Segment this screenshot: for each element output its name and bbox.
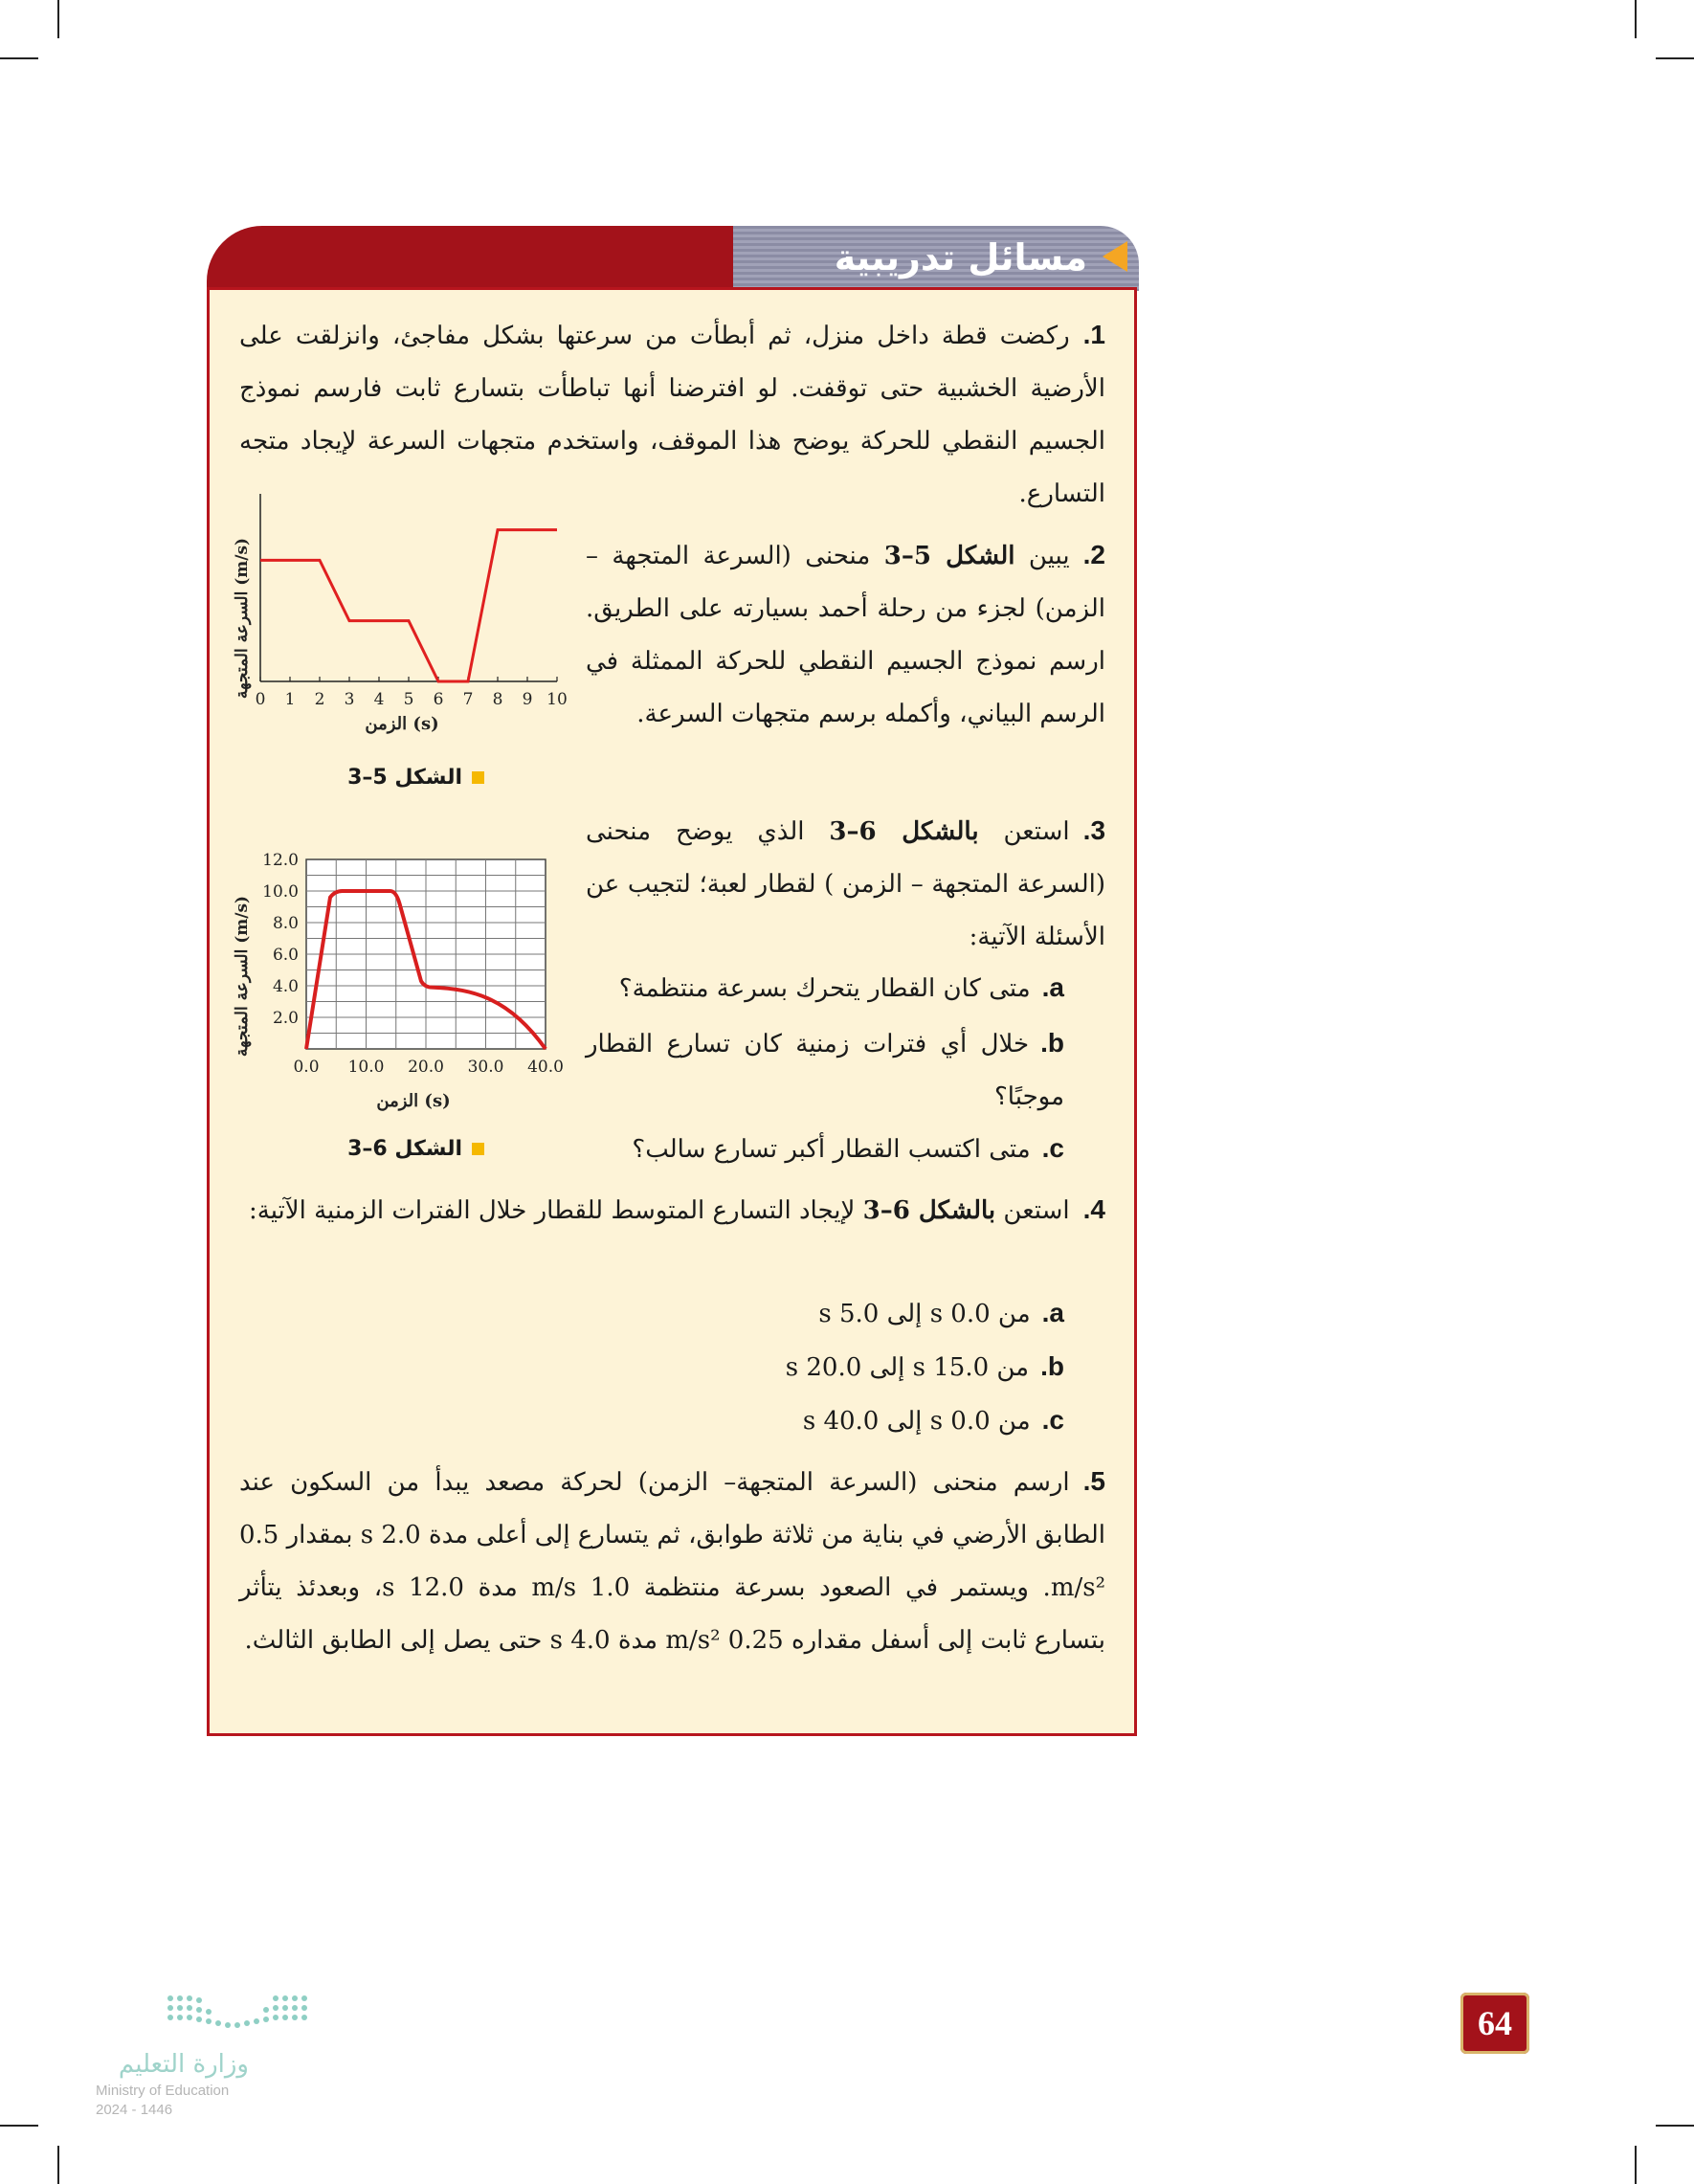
problem-number: 3. (1082, 815, 1106, 845)
crop-mark (1656, 57, 1694, 59)
ministry-dots-icon (165, 1991, 318, 2039)
series-line (260, 530, 557, 681)
sub-text: من 15.0 s إلى 20.0 s (785, 1353, 1030, 1382)
problem-text: منحنى (السرعة المتجهة –الزمن) لجزء من رحلة أحمد بسيارته على الطريق. ارسم نموذج الجسيم النقطي للحركة الممثلة في الرسم البياني، وأكمله برسم متجهات السرعة. (586, 542, 1105, 728)
y-tick-label: 6.0 (272, 946, 299, 965)
ministry-name-en: Ministry of Education (96, 2083, 230, 2099)
ministry-year: 2024 - 1446 (96, 2102, 173, 2118)
sub-label: b. (1040, 1028, 1064, 1058)
sub-question (670, 1340, 1064, 1394)
y-tick-label: 4.0 (272, 977, 299, 996)
x-tick-label: 10.0 (347, 1058, 385, 1077)
x-tick-label: 10 (546, 690, 568, 709)
problem-number: 1. (1082, 320, 1105, 349)
sub-text: من 0.0 s إلى 40.0 s (802, 1407, 1031, 1436)
problem-text: لإيجاد التسارع المتوسط للقطار خلال الفترات الزمنية الآتية: (249, 1196, 863, 1225)
x-tick-label: 9 (522, 690, 533, 709)
x-tick-label: 40.0 (527, 1058, 564, 1077)
x-tick-label: 4 (373, 690, 385, 709)
x-tick-label: 8 (492, 690, 503, 709)
page-number: 64 (1460, 1993, 1529, 2054)
caption-marker-icon (472, 771, 484, 784)
x-tick-label: 2 (314, 690, 325, 709)
y-tick-label: 8.0 (272, 914, 299, 933)
problem-3 (586, 804, 1105, 964)
crop-mark (0, 57, 38, 59)
problem-2 (586, 528, 1105, 741)
crop-mark (1635, 2146, 1637, 2184)
ministry-logo (96, 1991, 325, 2125)
y-axis-label: السرعة المتجهة (m/s) (233, 895, 252, 1058)
sub-question (670, 1393, 1064, 1448)
x-tick-label: 20.0 (408, 1058, 444, 1077)
problem-4 (239, 1183, 1105, 1237)
y-tick-label: 10.0 (262, 882, 299, 902)
crop-mark (57, 2146, 59, 2184)
figure-5-3-chart (226, 475, 580, 752)
x-axis-label: الزمن (s) (365, 714, 439, 734)
x-tick-label: 5 (403, 690, 414, 709)
problem-number: 2. (1082, 540, 1105, 569)
crop-mark (1635, 0, 1637, 38)
x-tick-label: 3 (344, 690, 355, 709)
sub-question (586, 961, 1064, 1015)
arrow-icon (1103, 241, 1127, 272)
sub-label: c. (1041, 1133, 1064, 1163)
figure-reference: بالشكل 6–3 (862, 1196, 996, 1225)
sub-text: متى كان القطار يتحرك بسرعة منتظمة؟ (618, 974, 1031, 1003)
figure-reference: بالشكل 6–3 (829, 817, 979, 846)
problem-text: استعن (978, 817, 1070, 846)
sub-question (670, 1286, 1064, 1341)
caption-text: الشكل 6–3 (347, 1137, 462, 1161)
caption-marker-icon (472, 1143, 484, 1155)
figure-caption (341, 766, 484, 790)
x-tick-label: 1 (284, 690, 296, 709)
sub-label: c. (1041, 1405, 1064, 1435)
problem-number: 4. (1082, 1194, 1105, 1224)
sub-text: خلال أي فترات زمنية كان تسارع القطار موجبًا؟ (586, 1030, 1064, 1111)
sub-question (586, 1122, 1064, 1176)
header-title-bar (733, 226, 1139, 291)
crop-mark (1656, 2125, 1694, 2127)
sub-label: a. (1041, 1298, 1064, 1327)
sub-text: متى اكتسب القطار أكبر تسارع سالب؟ (632, 1135, 1031, 1164)
x-axis-label: الزمن (s) (376, 1091, 451, 1111)
figure-6-3-chart (226, 842, 590, 1129)
y-tick-label: 12.0 (262, 851, 299, 870)
ministry-name-ar: وزارة التعليم (118, 2050, 249, 2079)
x-tick-label: 7 (462, 690, 474, 709)
crop-mark (0, 2125, 38, 2127)
caption-text: الشكل 5–3 (347, 766, 462, 790)
sub-text: من 0.0 s إلى 5.0 s (818, 1300, 1031, 1328)
crop-mark (57, 0, 59, 38)
problem-text: استعن (995, 1196, 1070, 1225)
problem-text: ركضت قطة داخل منزل، ثم أبطأت من سرعتها بشكل مفاجئ، وانزلقت على الأرضية الخشبية حتى توقفت. لو افترضنا أنها تباطأت بتسارع ثابت فارسم نموذج الجسيم النقطي للحركة يوضح هذا الموقف، واستخدم متجهات السرعة لإيجاد متجه التسارع. (239, 322, 1105, 508)
figure-reference: الشكل 5–3 (883, 542, 1015, 570)
x-tick-label: 30.0 (467, 1058, 504, 1077)
problem-5 (239, 1455, 1105, 1667)
y-axis-label: السرعة المتجهة (m/s) (233, 537, 252, 700)
x-tick-label: 0.0 (293, 1058, 320, 1077)
problem-number: 5. (1082, 1466, 1105, 1496)
sub-label: b. (1040, 1351, 1064, 1381)
header-band (207, 226, 743, 291)
figure-caption (341, 1137, 484, 1161)
sub-label: a. (1041, 972, 1064, 1002)
section-title: مسائل تدريبية (834, 236, 1087, 279)
problem-text: الذي يوضح منحنى (السرعة المتجهة – الزمن ) لقطار لعبة؛ لتجيب عن الأسئلة الآتية: (586, 817, 1105, 951)
sub-question (586, 1016, 1064, 1124)
y-tick-label: 2.0 (272, 1009, 299, 1028)
problem-text: ارسم منحنى (السرعة المتجهة– الزمن) لحركة مصعد يبدأ من السكون عند الطابق الأرضي في بناية من ثلاثة طوابق، ثم يتسارع إلى أعلى مدة 2.0 s بمقدار 0.5 m/s². ويستمر في الصعود بسرعة منتظمة 1.0 m/s مدة 12.0 s، وبعدئذ يتأثر بتسارع ثابت إلى أسفل مقداره 0.25 m/s² مدة 4.0 s حتى يصل إلى الطابق الثالث. (239, 1468, 1106, 1655)
problem-text: يبين (1014, 542, 1070, 570)
x-tick-label: 0 (255, 690, 266, 709)
x-tick-label: 6 (433, 690, 444, 709)
